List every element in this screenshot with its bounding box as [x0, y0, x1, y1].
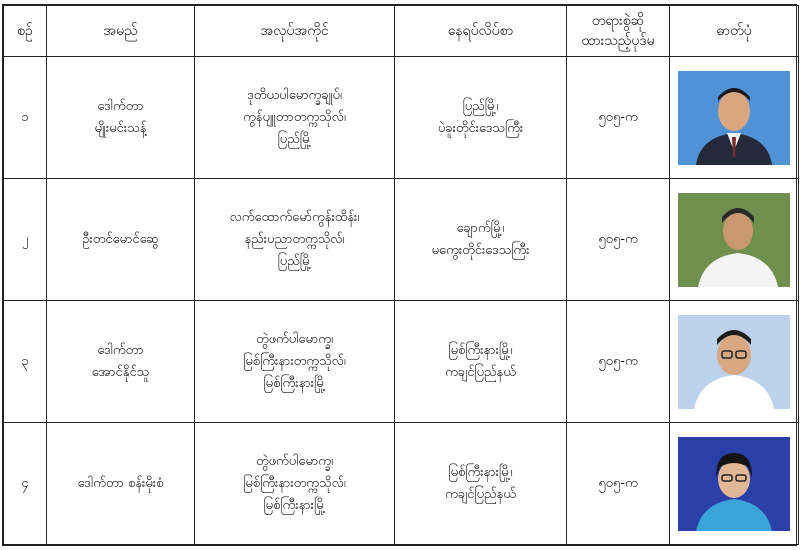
cell-name: [47, 301, 195, 423]
header-no: စဉ်: [4, 6, 47, 57]
cell-section: ၅၀၅-က: [567, 179, 670, 301]
header-position: အလုပ်အကိုင်: [195, 6, 395, 57]
job-line: ဒုတိယပါမောက္ခချုပ်၊: [247, 87, 342, 103]
job-line: မြစ်ကြီးနားတက္ကသိုလ်၊: [243, 353, 346, 369]
cell-job: [195, 301, 395, 423]
table-row: [4, 423, 799, 545]
cell-job: [195, 179, 395, 301]
person-photo: [678, 437, 790, 531]
cell-name: [47, 423, 195, 545]
cell-photo: [670, 179, 799, 301]
table-row: [4, 57, 799, 179]
address-line: ပြည်မြို့၊: [462, 98, 499, 114]
cell-name: [47, 57, 195, 179]
cell-no: ၂: [4, 179, 47, 301]
header-photo: ဓာတ်ပုံ: [670, 6, 799, 57]
cell-photo: [670, 301, 799, 423]
name-line: ဒေါက်တာ: [97, 342, 144, 358]
cell-name: [47, 179, 195, 301]
address-line: မြစ်ကြီးနားမြို့၊: [448, 342, 513, 358]
job-line: မြစ်ကြီးနားမြို့: [263, 375, 326, 391]
job-line: မြစ်ကြီးနားတက္ကသိုလ်၊: [243, 475, 346, 491]
name-line: အောင်နိုင်သူ: [91, 364, 150, 380]
cell-photo: [670, 423, 799, 545]
header-name: အမည်: [47, 6, 195, 57]
cell-no: ၁: [4, 57, 47, 179]
cell-no: ၄: [4, 423, 47, 545]
suspects-table: [2, 4, 797, 546]
cell-address: [395, 179, 567, 301]
job-line: လက်ထောက်မော်ကွန်းထိန်း၊: [229, 209, 360, 225]
table-row: [4, 301, 799, 423]
job-line: ပြည်မြို့: [277, 131, 312, 147]
person-photo: [678, 315, 790, 409]
cell-section: ၅၀၅-က: [567, 301, 670, 423]
person-photo: [678, 193, 790, 287]
header-section: [567, 6, 670, 57]
address-line: ကချင်ပြည်နယ်: [445, 486, 516, 502]
job-line: တွဲဖက်ပါမောက္ခ၊: [255, 331, 334, 347]
cell-address: [395, 57, 567, 179]
header-address: နေရပ်လိပ်စာ: [395, 6, 567, 57]
cell-job: [195, 423, 395, 545]
address-line: မကွေးတိုင်းဒေသကြီး: [431, 242, 530, 258]
name-line: ဒေါက်တာ စန်းမိုးစံ: [77, 475, 164, 491]
header-row: [4, 6, 799, 57]
cell-photo: [670, 57, 799, 179]
job-line: တွဲဖက်ပါမောက္ခ၊: [255, 453, 334, 469]
name-line: ဦးတင်မောင်ဆွေ: [82, 231, 159, 247]
job-line: နည်းပညာတက္ကသိုလ်၊: [244, 231, 345, 247]
person-photo: [678, 71, 790, 165]
name-line: မျိုးမင်းသန့်: [94, 120, 147, 136]
cell-job: [195, 57, 395, 179]
table: [3, 5, 799, 545]
cell-address: [395, 423, 567, 545]
address-line: ပဲခူးတိုင်းဒေသကြီး: [437, 120, 524, 136]
job-line: မြစ်ကြီးနားမြို့: [263, 497, 326, 513]
cell-section: ၅၀၅-က: [567, 57, 670, 179]
address-line: ချောက်မြို့၊: [456, 220, 505, 236]
address-line: မြစ်ကြီးနားမြို့၊: [448, 464, 513, 480]
address-line: ကချင်ပြည်နယ်: [445, 364, 516, 380]
table-row: [4, 179, 799, 301]
cell-section: ၅၀၅-က: [567, 423, 670, 545]
name-line: ဒေါက်တာ: [97, 98, 144, 114]
header-section-line2: ထားသည့်ပုဒ်မ: [581, 33, 655, 49]
job-line: ကွန်ပျူတာတက္ကသိုလ်၊: [243, 109, 346, 125]
job-line: ပြည်မြို့: [277, 253, 312, 269]
cell-no: ၃: [4, 301, 47, 423]
header-section-line1: တရားစွဲဆို: [591, 13, 645, 29]
cell-address: [395, 301, 567, 423]
